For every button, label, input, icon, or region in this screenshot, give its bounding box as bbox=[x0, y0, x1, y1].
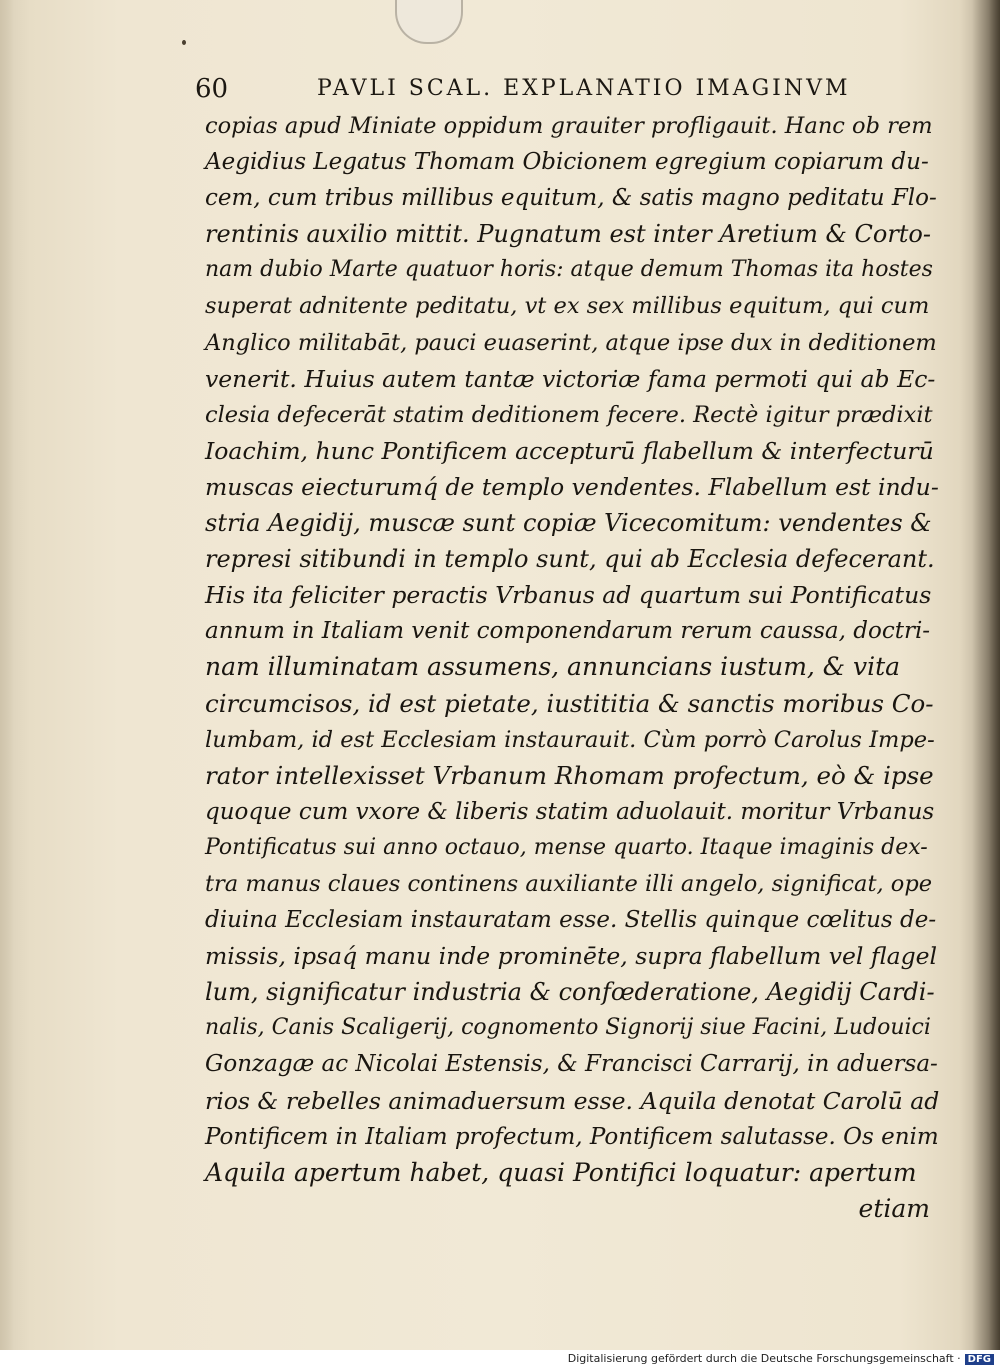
page-number: 60 bbox=[195, 74, 229, 104]
dfg-credit-text: Digitalisierung gefördert durch die Deutsche Forschungsgemeinschaft · bbox=[567, 1352, 961, 1365]
text-line: nam dubio Marte quatuor horis: atque demum Thomas ita hostes bbox=[205, 257, 933, 283]
text-line: clesia defecerāt statim deditionem fecere. Rectè igitur prædixit bbox=[205, 401, 933, 428]
page-edge bbox=[0, 0, 14, 1350]
binding-shadow bbox=[972, 0, 1000, 1350]
text-line: stria Aegidij, muscæ sunt copiæ Vicecomitum: vendentes & bbox=[205, 509, 932, 538]
dfg-logo: DFG bbox=[965, 1354, 994, 1365]
text-line: Anglico militabāt, pauci euaserint, atque ipse dux in deditionem bbox=[205, 329, 937, 356]
ink-spot bbox=[182, 40, 186, 45]
dfg-credit bbox=[568, 1352, 994, 1365]
text-line: cem, cum tribus millibus equitum, & satis magno peditatu Flo- bbox=[205, 185, 937, 212]
text-line: muscas eiecturumq́ de templo vendentes. Flabellum est indu- bbox=[205, 472, 939, 501]
text-line: superat adnitente peditatu, vt ex sex millibus equitum, qui cum bbox=[205, 293, 930, 320]
text-line: rios & rebelles animaduersum esse. Aquila denotat Carolū ad bbox=[205, 1086, 940, 1115]
text-line: circumcisos, id est pietate, iustititia & sanctis moribus Co- bbox=[205, 688, 934, 718]
text-line: nam illuminatam assumens, annuncians iustum, & vita bbox=[205, 652, 901, 682]
text-line: annum in Italiam venit componendarum rerum caussa, doctri- bbox=[205, 618, 931, 645]
text-line: His ita feliciter peractis Vrbanus ad quartum sui Pontificatus bbox=[205, 581, 932, 610]
text-line: tra manus claues continens auxiliante illi angelo, significat, ope bbox=[205, 870, 933, 897]
text-line: Gonzagæ ac Nicolai Estensis, & Francisci Carrarij, in aduersa- bbox=[205, 1051, 938, 1078]
page-header bbox=[195, 74, 895, 108]
page-clip bbox=[395, 0, 463, 44]
text-line: venerit. Huius autem tantæ victoriæ fama permoti qui ab Ec- bbox=[205, 364, 936, 393]
text-line: missis, ipsaq́ manu inde prominēte, supra flabellum vel flagel bbox=[205, 942, 938, 971]
text-line: Ioachim, hunc Pontificem accepturū flabellum & interfecturū bbox=[205, 436, 934, 465]
text-line: lum, significatur industria & confœderatione, Aegidij Cardi- bbox=[205, 978, 935, 1007]
text-block bbox=[205, 108, 940, 1227]
text-line: Pontificem in Italiam profectum, Pontificem salutasse. Os enim bbox=[205, 1123, 939, 1150]
text-line: Aegidius Legatus Thomam Obicionem egregium copiarum du- bbox=[205, 149, 929, 176]
text-line: Aquila apertum habet, quasi Pontifici loquatur: apertum bbox=[205, 1157, 917, 1187]
digitization-footer bbox=[0, 1350, 1000, 1370]
text-line: diuina Ecclesiam instauratam esse. Stellis quinque cœlitus de- bbox=[205, 907, 937, 934]
text-line: copias apud Miniate oppidum grauiter profligauit. Hanc ob rem bbox=[205, 113, 933, 139]
running-head: PAVLI SCAL. EXPLANATIO IMAGINVM bbox=[317, 76, 851, 101]
catchword: etiam bbox=[858, 1193, 930, 1223]
text-line: nalis, Canis Scaligerij, cognomento Signorij siue Facini, Ludouici bbox=[205, 1015, 931, 1041]
text-line: rator intellexisset Vrbanum Rhomam profectum, eò & ipse bbox=[205, 760, 934, 790]
text-line: Pontificatus sui anno octauo, mense quarto. Itaque imaginis dex- bbox=[205, 834, 928, 860]
text-line: lumbam, id est Ecclesiam instaurauit. Cùm porrò Carolus Impe- bbox=[205, 726, 935, 753]
text-line: rentinis auxilio mittit. Pugnatum est inter Aretium & Corto- bbox=[205, 220, 931, 249]
text-line: represi sitibundi in templo sunt, qui ab Ecclesia defecerant. bbox=[205, 545, 935, 574]
text-line: quoque cum vxore & liberis statim aduolauit. moritur Vrbanus bbox=[205, 798, 935, 825]
